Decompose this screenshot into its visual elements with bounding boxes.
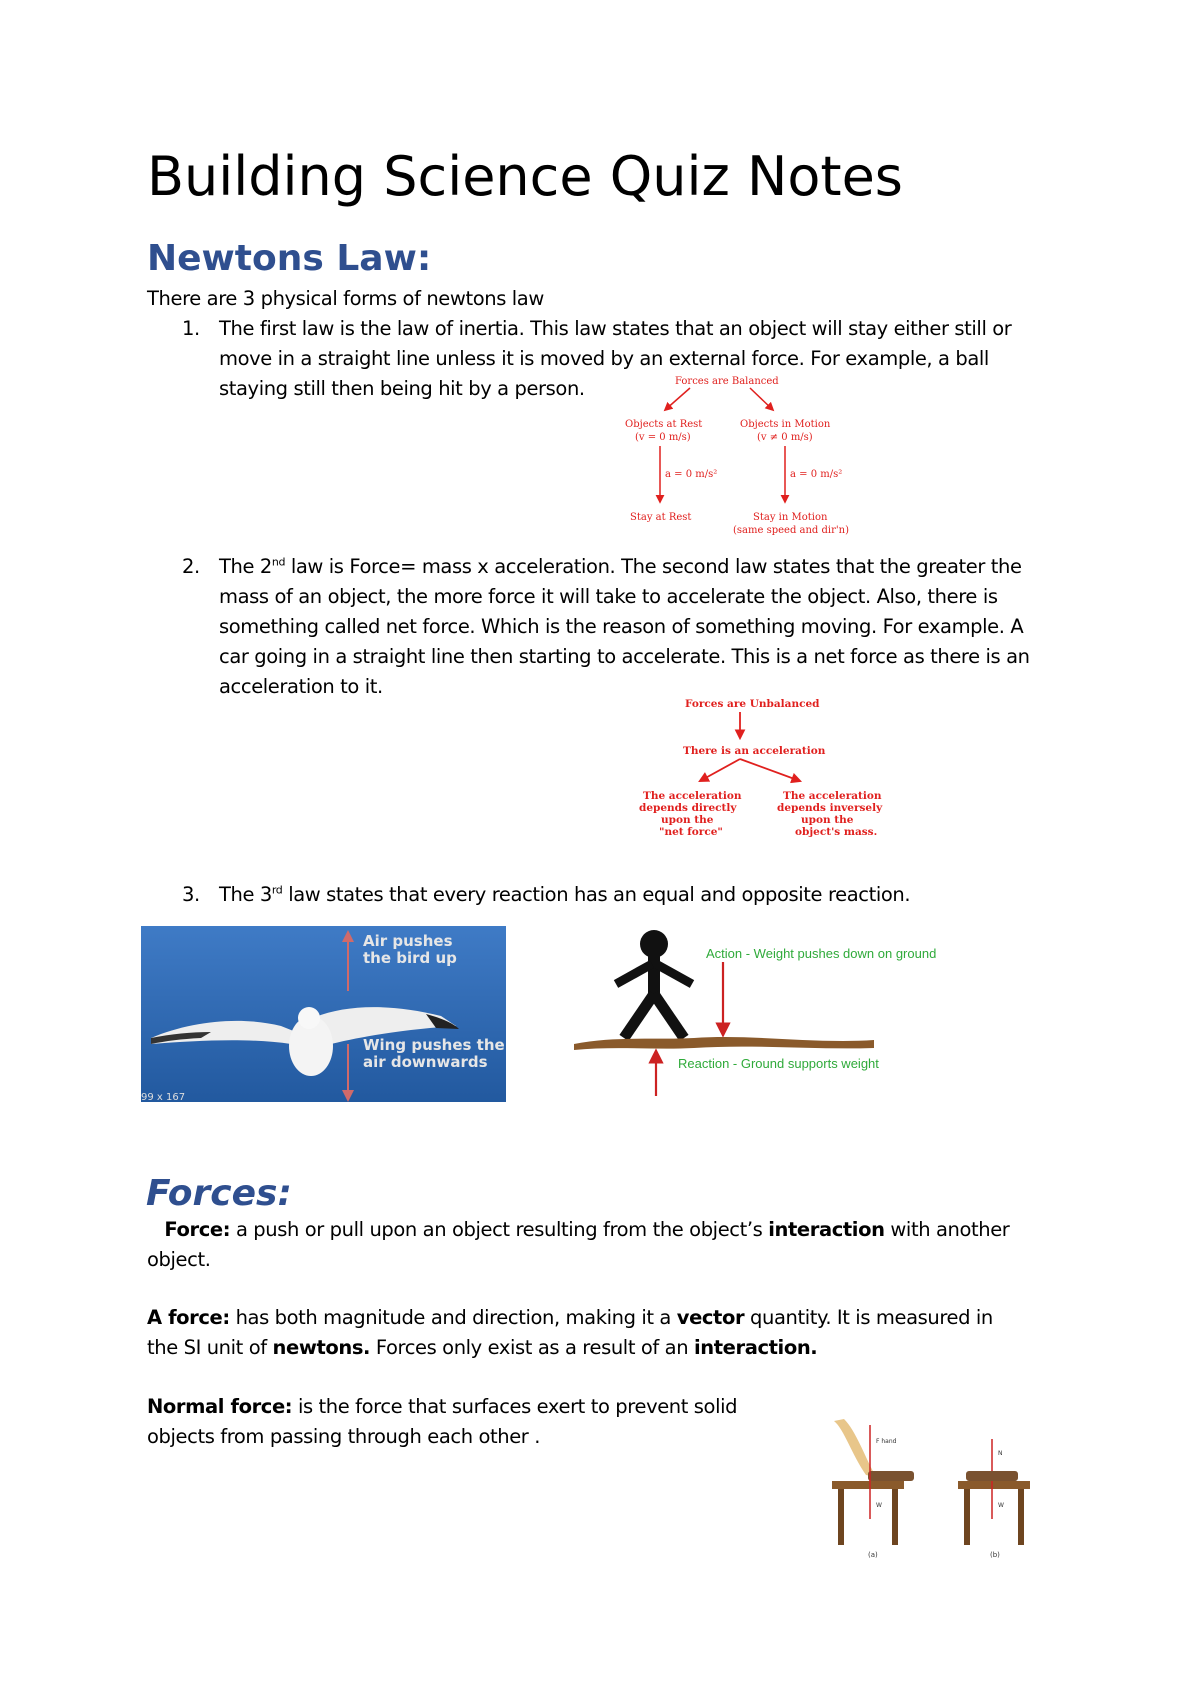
- diagram2-top-label: Forces are Unbalanced: [685, 698, 820, 710]
- diagram-left-result: Stay at Rest: [630, 512, 692, 523]
- diagram2-right-line: The acceleration: [783, 790, 882, 802]
- diagram-top-label: Forces are Balanced: [675, 376, 779, 387]
- text-line: move in a straight line unless it is moved by an external force. For example, a ball: [219, 347, 989, 370]
- text-fragment: with another: [884, 1218, 1010, 1241]
- list-number: 1.: [182, 317, 200, 340]
- text-fragment: the SI unit of: [147, 1336, 273, 1359]
- page-title: Building Science Quiz Notes: [147, 145, 903, 208]
- bird-top-line: Air pushes: [363, 932, 453, 950]
- text-fragment: The 3: [219, 883, 272, 906]
- text-line: something called net force. Which is the reason of something moving. For example. A: [219, 615, 1024, 638]
- diagram-right-result: Stay in Motion: [753, 512, 828, 523]
- bold-term: newtons.: [272, 1336, 371, 1359]
- text-line: [147, 1333, 1077, 1363]
- text-fragment: a push or pull upon an object resulting from the object’s: [230, 1218, 769, 1241]
- text-fragment: The 2: [219, 555, 272, 578]
- bold-term: interaction: [768, 1218, 885, 1241]
- normal-force-tables-image: [820, 1415, 1080, 1565]
- diagram2-right-line: object's mass.: [795, 826, 878, 838]
- list-number: 2.: [182, 555, 200, 578]
- force-label: W: [998, 1502, 1004, 1509]
- superscript: rd: [271, 883, 283, 897]
- force-label: N: [998, 1450, 1003, 1457]
- newtons-law-heading: Newtons Law:: [147, 238, 432, 279]
- diagram2-left-line: depends directly: [639, 802, 737, 814]
- text-line: object.: [147, 1248, 211, 1271]
- text-fragment: law states that every reaction has an equal and opposite reaction.: [282, 883, 911, 906]
- text-line: [147, 1392, 787, 1422]
- vector-paragraph: [147, 1303, 1077, 1363]
- newtons-intro: There are 3 physical forms of newtons law: [147, 287, 544, 310]
- forces-heading: Forces:: [146, 1173, 292, 1214]
- bold-term: A force:: [147, 1306, 230, 1329]
- reaction-label: Reaction - Ground supports weight: [678, 1056, 879, 1071]
- text-line: [147, 1215, 1077, 1245]
- diagram2-middle-label: There is an acceleration: [683, 745, 826, 757]
- figure-label: (a): [868, 1551, 878, 1559]
- list-number: 3.: [182, 883, 200, 906]
- diagram-left-title: Objects at Rest: [625, 419, 703, 430]
- text-fragment: Forces only exist as a result of an: [370, 1336, 694, 1359]
- bird-corner-caption: 99 x 167: [141, 1092, 186, 1102]
- force-definition-paragraph: [147, 1215, 1077, 1275]
- text-fragment: law is Force= mass x acceleration. The second law states that the greater the: [285, 555, 1022, 578]
- text-fragment: is the force that surfaces exert to prevent solid: [292, 1395, 738, 1418]
- bird-bottom-line: Wing pushes the: [363, 1036, 505, 1054]
- force-label: W: [876, 1502, 882, 1509]
- figure-label: (b): [990, 1551, 1000, 1559]
- action-label: Action - Weight pushes down on ground: [706, 946, 937, 961]
- force-label: F hand: [876, 1438, 897, 1445]
- diagram-right-accel: a = 0 m/s²: [790, 469, 843, 480]
- diagram2-left-line: The acceleration: [643, 790, 742, 802]
- diagram-left-accel: a = 0 m/s²: [665, 469, 718, 480]
- normal-force-paragraph: [147, 1392, 787, 1452]
- bold-term: vector: [676, 1306, 745, 1329]
- text-line: The first law is the law of inertia. This law states that an object will stay either still or: [219, 317, 1012, 340]
- action-reaction-image: [574, 926, 954, 1102]
- bold-term: interaction.: [693, 1336, 818, 1359]
- text-line: acceleration to it.: [219, 675, 383, 698]
- diagram2-left-line: upon the: [661, 814, 714, 826]
- text-line: mass of an object, the more force it will take to accelerate the object. Also, there is: [219, 585, 998, 608]
- bold-term: Normal force:: [147, 1395, 293, 1418]
- bold-term: Force:: [164, 1218, 231, 1241]
- diagram-right-sub: (v ≠ 0 m/s): [757, 432, 813, 443]
- unbalanced-forces-diagram: [625, 695, 885, 845]
- list-text: [219, 880, 1089, 910]
- text-line: objects from passing through each other .: [147, 1425, 541, 1448]
- diagram2-left-line: "net force": [659, 826, 723, 838]
- list-text: [219, 552, 1089, 702]
- diagram2-right-line: depends inversely: [777, 802, 883, 814]
- bird-flight-image: [141, 926, 506, 1102]
- text-fragment: has both magnitude and direction, making it a: [229, 1306, 677, 1329]
- superscript: nd: [271, 555, 286, 569]
- balanced-forces-diagram: [615, 372, 855, 542]
- text-line: [219, 880, 1089, 910]
- bird-top-line: the bird up: [363, 949, 457, 967]
- bird-bottom-line: air downwards: [363, 1053, 488, 1071]
- text-fragment: quantity. It is measured in: [744, 1306, 993, 1329]
- text-line: [219, 552, 1089, 582]
- text-line: [147, 1303, 1077, 1333]
- diagram-left-sub: (v = 0 m/s): [635, 432, 691, 443]
- diagram-right-title: Objects in Motion: [740, 419, 831, 430]
- diagram-right-result-sub: (same speed and dir'n): [733, 525, 849, 536]
- diagram2-right-line: upon the: [801, 814, 854, 826]
- text-line: car going in a straight line then starting to accelerate. This is a net force as there is an: [219, 645, 1030, 668]
- text-line: staying still then being hit by a person.: [219, 377, 585, 400]
